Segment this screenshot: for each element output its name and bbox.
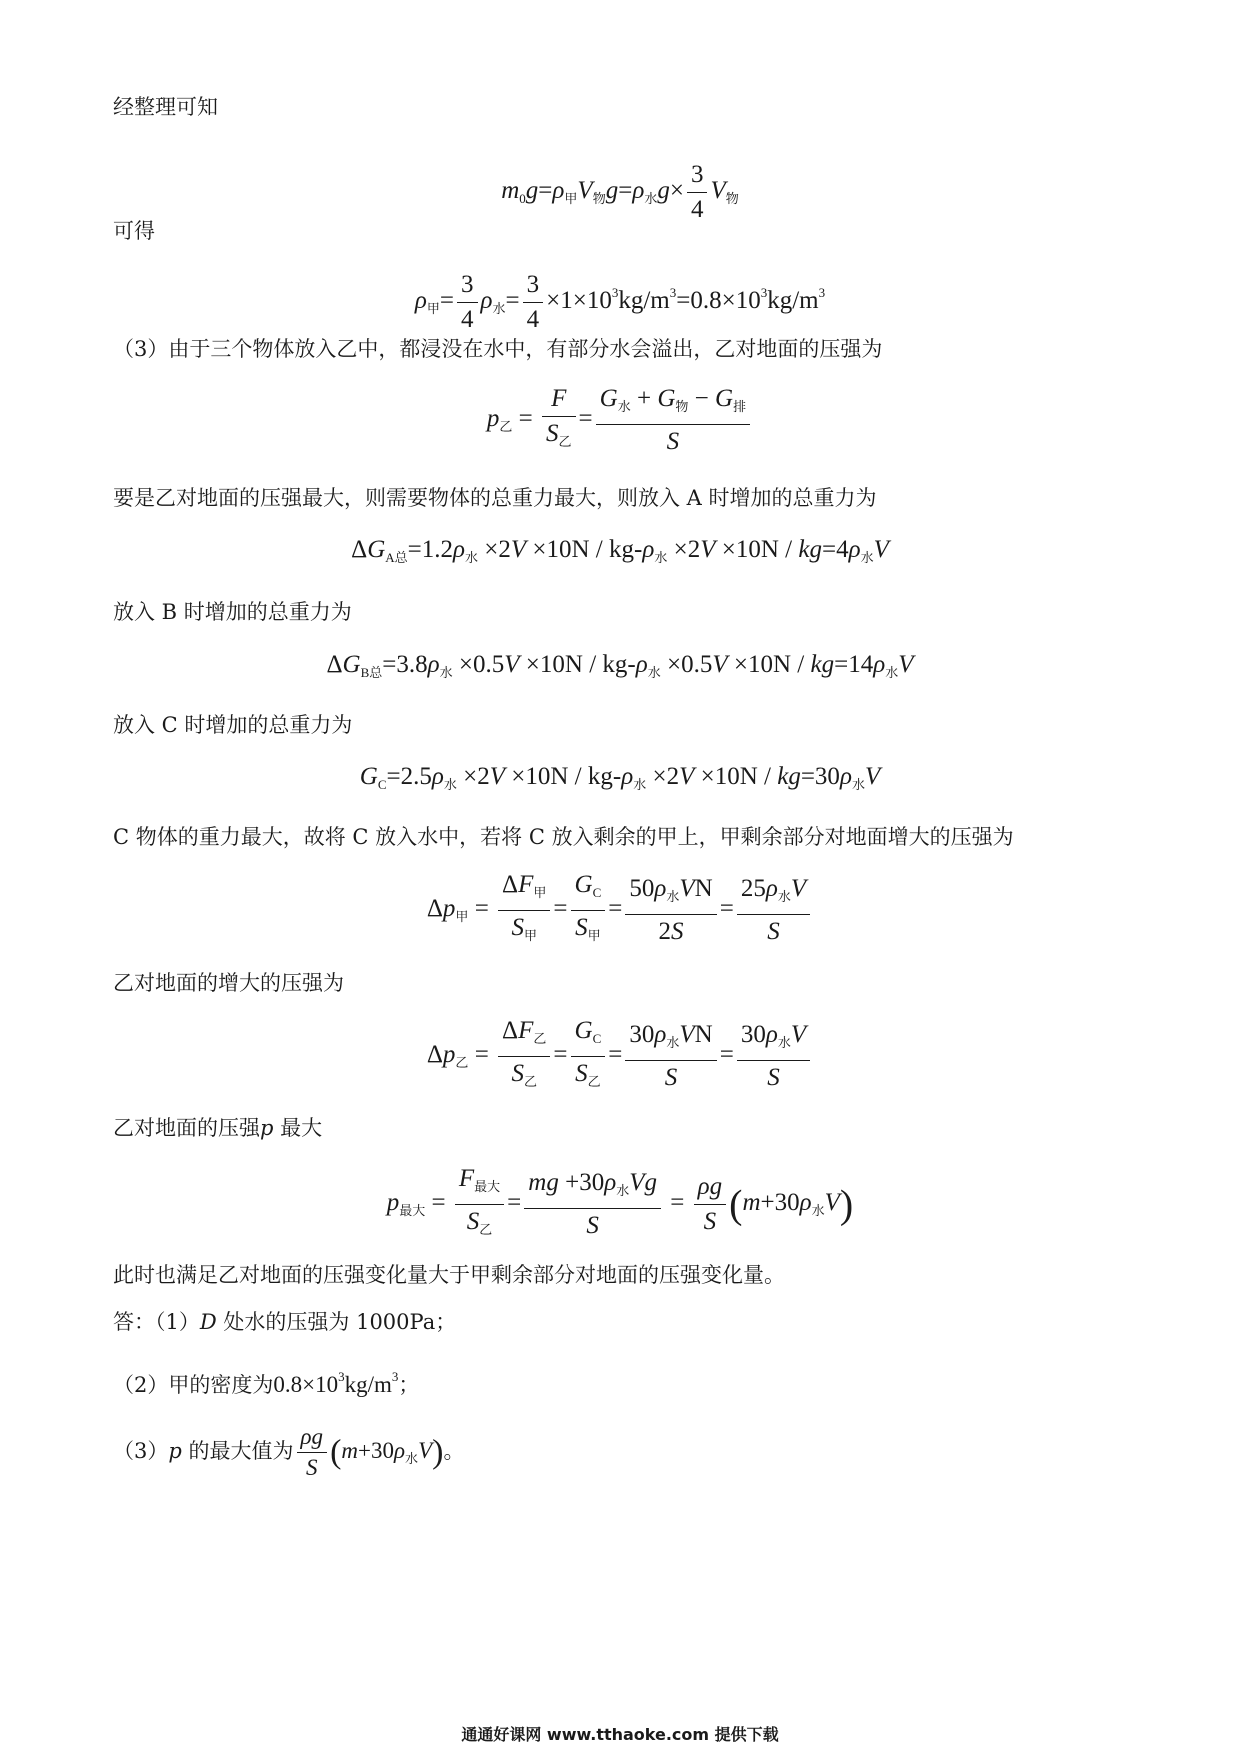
equation-4: $\Delta G_{A总}=1.2\rho_水 \times 2V \times 10N / kg-\rho_水 \times 2V \times 10N / kg=4\rho_水V$: [351, 536, 889, 565]
equation-7: $\Delta p_甲$ = $\frac{\Delta F_甲}{S_甲}$ = $\frac{G_C}{S_甲}$ = $\frac{50\rho_水VN}{2S}$ = $\frac{25\rho_水V}{S}$: [0, 870, 1240, 951]
text-line-9: 乙对地面的压强p 最大: [113, 1116, 323, 1140]
page-footer: 通通好课网 www.tthaoke.com 提供下载: [461, 1725, 779, 1744]
text-line-2: 可得: [113, 219, 155, 243]
equation-2: $\rho_甲=$ $\frac{3}{4}$ $\rho_水=$ $\frac{3}{4}$ $\times 1\times 10^3kg/m^3=0.8\times 10^3kg/m^3$: [414, 271, 826, 333]
equation-6: $G_C=2.5\rho_水 \times 2V \times 10N / kg-\rho_水 \times 2V \times 10N / kg=30\rho_水V$: [359, 763, 881, 792]
equation-1: $m_0g=\rho_甲V_物g=\rho_水g\times$ $\frac{3}{4}$ $V_物$: [501, 161, 739, 223]
text-line-6: 放入 C 时增加的总重力为: [113, 713, 353, 737]
equation-3: $p_乙$ = $\frac{F}{S_乙}$ = $\frac{G_水 + G_物 - G_排}{S}$: [0, 384, 1240, 457]
text-line-3: （3）由于三个物体放入乙中，都浸没在水中，有部分水会溢出，乙对地面的压强为: [113, 337, 883, 361]
text-line-10: 此时也满足乙对地面的压强变化量大于甲剩余部分对地面的压强变化量。: [113, 1263, 785, 1287]
text-line-4: 要是乙对地面的压强最大，则需要物体的总重力最大，则放入 A 时增加的总重力为: [113, 486, 877, 510]
equation-8: $\Delta p_乙$ = $\frac{\Delta F_乙}{S_乙}$ = $\frac{G_C}{S_乙}$ = $\frac{30\rho_水VN}{S}$ = $\frac{30\rho_水V}{S}$: [0, 1016, 1240, 1097]
answer-3: （3）p 的最大值为 $\frac{\rho g}{S}$ $(m+30\rho_水V)$。: [113, 1424, 465, 1480]
text-line-7: C 物体的重力最大，故将 C 放入水中，若将 C 放入剩余的甲上，甲剩余部分对地面增大的压强为: [113, 825, 1014, 849]
text-line-8: 乙对地面的增大的压强为: [113, 971, 344, 995]
text-line-5: 放入 B 时增加的总重力为: [113, 600, 352, 624]
text-line-1: 经整理可知: [113, 95, 218, 119]
equation-9: $p_{最大}$ = $\frac{F_{最大}}{S_乙}$ = $\frac{mg +30\rho_水Vg}{S}$ = $\frac{\rho g}{S}$ $(m+30\rho_水V)$: [386, 1165, 854, 1239]
answer-1: 答：（1）D 处水的压强为 1000Pa；: [113, 1310, 457, 1334]
equation-5: $\Delta G_{B总}=3.8\rho_水 \times 0.5V \times 10N / kg-\rho_水 \times 0.5V \times 10N / kg=14\rho_水V$: [326, 651, 914, 680]
answer-2: （2）甲的密度为$0.8\times 10^3kg/m^3$；: [113, 1369, 420, 1397]
